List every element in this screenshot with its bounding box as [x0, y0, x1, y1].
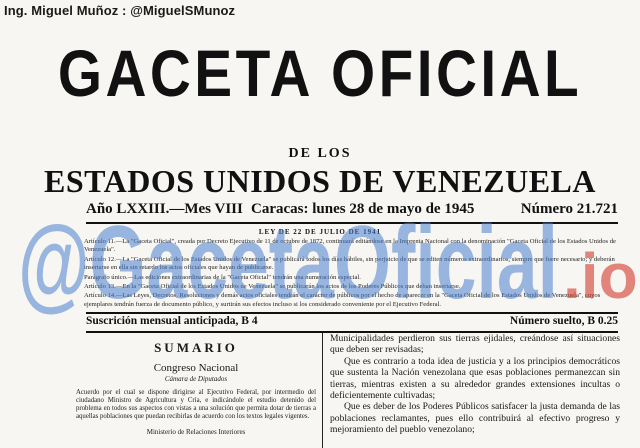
watermark-text: @GacetaOficial — [18, 205, 558, 321]
watermark-suffix: .io — [563, 240, 638, 312]
masthead-title: GACETA OFICIAL — [57, 36, 583, 110]
summary-column — [76, 336, 316, 436]
law-articles — [84, 238, 620, 310]
column-divider — [322, 333, 323, 448]
subscription-bar — [86, 312, 618, 333]
law-title: LEY DE 22 DE JULIO DE 1941 — [258, 228, 382, 236]
article-12: Artículo 12.—La "Gaceta Oficial de los Estados Unidos de Venezuela" se publicará todos los días hábiles, sin perjuicio de que se editen números extraordinarios, siempre que fuere necesario; y deberán insertarse en ella sin retardo los actos oficiales que hayan de publicarse. — [84, 255, 615, 272]
issue-year-month: Año LXXIII.—Mes VIII — [86, 201, 243, 217]
single-issue-price: Número suelto, B 0.25 — [509, 315, 618, 327]
issue-line — [86, 201, 618, 224]
summary-section: Congreso Nacional — [153, 362, 239, 374]
summary-heading: SUMARIO — [154, 340, 238, 355]
article-paragraph: Parágrafo único.—Las ediciones extraordinarias de la "Gaceta Oficial" tendrán una numeración especial. — [84, 273, 361, 281]
author-credit: Ing. Miguel Muñoz : @MiguelSMunoz — [4, 3, 236, 18]
article-11: Artículo 11.—La "Gaceta Oficial", creada por Decreto Ejecutivo de 11 de octubre de 1872, continuará editándose en la Imprenta Nacional con la denominación "Gaceta Oficial de los Estados Unidos de Venezuela". — [84, 238, 616, 254]
body-paragraph: Municipalidades perdieron sus tierras ejidales, creándose así situaciones que deben ser revisadas; — [330, 333, 620, 356]
article-13: Artículo 13.—En la "Gaceta Oficial de los Estados Unidos de Venezuela" se publicarán los actos de los Poderes Públicos que deban insertarse. — [84, 283, 461, 291]
body-column — [330, 333, 620, 436]
body-paragraph: Que es contrario a toda idea de justicia y a los principios democráticos que sustenta la Nación venezolana que esas poblaciones permanezcan sin tierras, mientras existen a su alrededor grandes extensiones incultas o deficientemente cultivadas; — [330, 355, 620, 402]
masthead-de-los: DE LOS — [288, 146, 352, 161]
subscription-price: Suscrición mensual anticipada, B 4 — [86, 315, 258, 327]
summary-entry: Acuerdo por el cual se dispone dirigirse al Ejecutivo Federal, por intermedio del ciudadano Ministro de Agricultura y Cría, e indicándole el estudio detenido del problema en todos sus aspectos con vistas a una solución que permita dotar de tierras a aquellas poblaciones que puedan recibirlas de acuerdo con los textos legales vigentes. — [76, 389, 316, 420]
summary-ministry: Ministerio de Relaciones Interiores — [146, 428, 246, 436]
issue-place-date: Caracas: lunes 28 de mayo de 1945 — [251, 201, 475, 217]
body-paragraph: Que es deber de los Poderes Públicos satisfacer la justa demanda de las poblaciones reclamantes, pues ello contribuirá al efectivo progreso y mejoramiento del pueblo venezolano; — [330, 401, 620, 436]
article-14: Artículo 14.—Las Leyes, Decretos, Resoluciones y demás actos oficiales tendrán el carácter de públicos por el hecho de aparecer en la "Gaceta Oficial de los Estados Unidos de Venezuela", cuyos ejemplares tendrán fuerza de documento público, y surtirán sus efectos incluso si los considerado conveniente por el Ejecutivo Federal. — [84, 292, 601, 308]
summary-chamber: Cámara de Diputados — [164, 375, 228, 383]
masthead-subtitle: ESTADOS UNIDOS DE VENEZUELA — [43, 163, 596, 199]
issue-number: Número 21.721 — [520, 201, 618, 217]
